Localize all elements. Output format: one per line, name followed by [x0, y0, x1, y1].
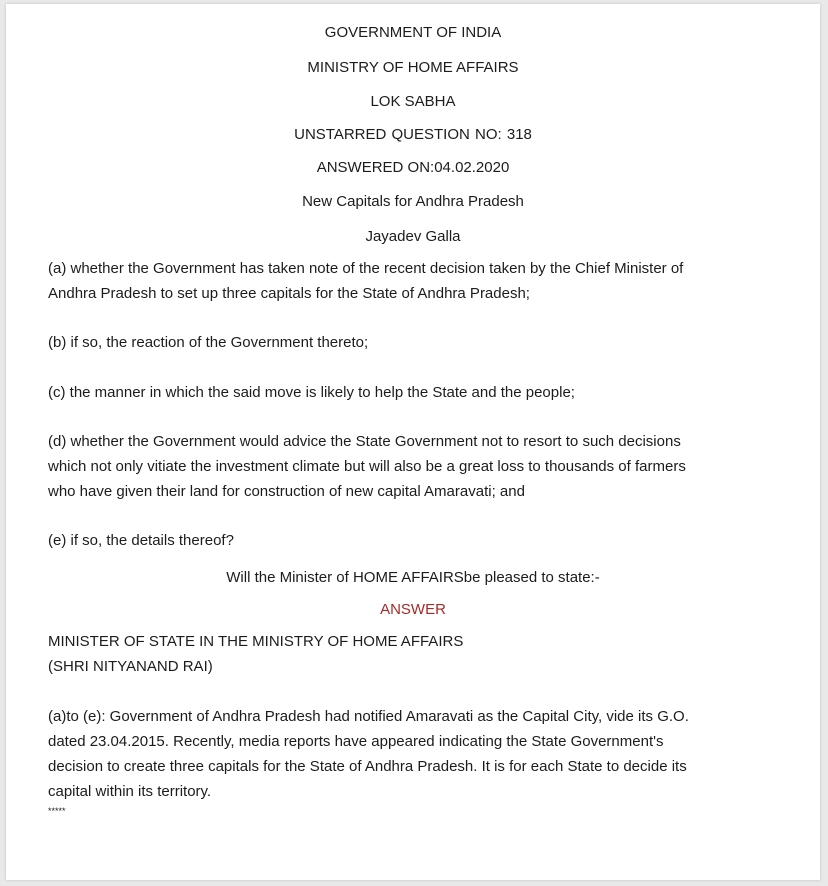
answer-line-3: decision to create three capitals for the State of Andhra Pradesh. It is for each State to decide its	[48, 758, 687, 775]
question-c: (c) the manner in which the said move is likely to help the State and the people;	[48, 384, 575, 401]
minister-prompt: Will the Minister of HOME AFFAIRSbe pleased to state:-	[226, 569, 600, 586]
minister-name: (SHRI NITYANAND RAI)	[48, 658, 213, 675]
question-e: (e) if so, the details thereof?	[48, 532, 234, 549]
header-subject: New Capitals for Andhra Pradesh	[302, 193, 524, 210]
question-a-line-2: Andhra Pradesh to set up three capitals for the State of Andhra Pradesh;	[48, 285, 530, 302]
answer-line-2: dated 23.04.2015. Recently, media reports have appeared indicating the State Government's	[48, 733, 664, 750]
question-a-line-1: (a) whether the Government has taken note of the recent decision taken by the Chief Minister of	[48, 260, 684, 277]
answer-line-1: (a)to (e): Government of Andhra Pradesh had notified Amaravati as the Capital City, vide its G.O.	[48, 708, 689, 725]
header-answered-on: ANSWERED ON:04.02.2020	[316, 159, 510, 176]
question-d-line-1: (d) whether the Government would advice the State Government not to resort to such decisions	[48, 433, 681, 450]
header-question-number: UNSTARRED QUESTION NO: 318	[294, 126, 532, 143]
answer-heading: ANSWER	[380, 601, 446, 618]
header-government: GOVERNMENT OF INDIA	[324, 24, 502, 41]
header-ministry: MINISTRY OF HOME AFFAIRS	[307, 59, 519, 76]
question-d-line-3: who have given their land for construction of new capital Amaravati; and	[48, 483, 525, 500]
header-house: LOK SABHA	[370, 93, 456, 110]
header-member: Jayadev Galla	[365, 228, 461, 245]
question-d-line-2: which not only vitiate the investment climate but will also be a great loss to thousands of farmers	[48, 458, 686, 475]
minister-title: MINISTER OF STATE IN THE MINISTRY OF HOME AFFAIRS	[48, 633, 464, 650]
document-page	[6, 4, 820, 880]
question-b: (b) if so, the reaction of the Government thereto;	[48, 334, 369, 351]
answer-line-4: capital within its territory.	[48, 783, 212, 800]
end-mark: *****	[48, 806, 66, 816]
